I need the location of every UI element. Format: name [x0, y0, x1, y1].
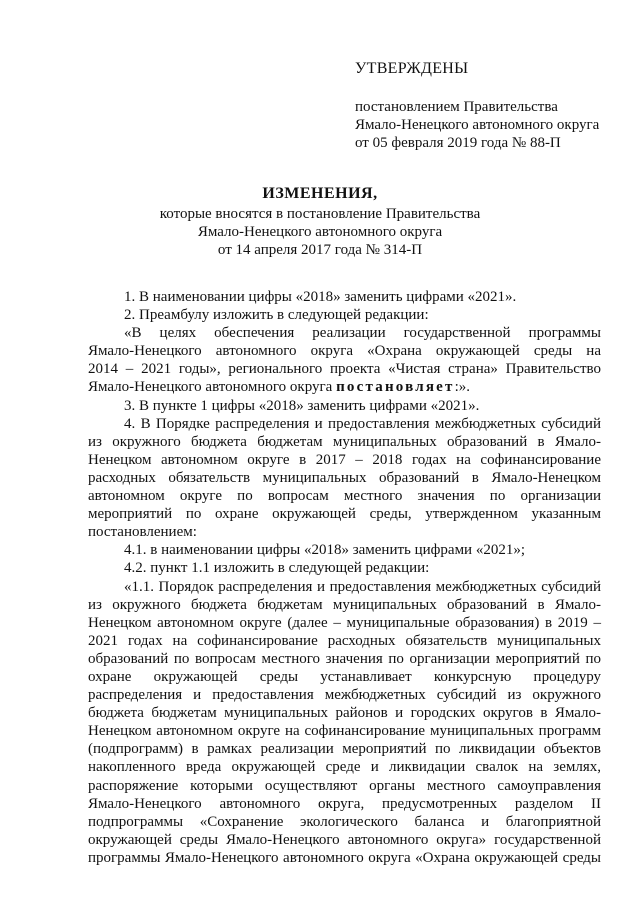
quote-line-10: (подпрограмм) в рамках реализации мероприятий по ликвидации объектов: [88, 741, 601, 758]
paragraph-4-line-3: Ненецком автономном округе в 2017 – 2018 годах на софинансирование: [88, 451, 601, 468]
paragraph-4-line-7: постановлением:: [88, 524, 197, 541]
decree-line-3: от 05 февраля 2019 года № 88-П: [355, 135, 561, 151]
resolves-word: постановляет: [336, 379, 455, 396]
quote-line-5: образований по вопросам местного значения по организации мероприятий по: [88, 650, 601, 667]
decree-line-2: Ямало-Ненецкого автономного округа: [355, 117, 600, 133]
paragraph-1: 1. В наименовании цифры «2018» заменить цифрами «2021».: [124, 289, 517, 305]
preamble-line-4-text: Ямало-Ненецкого автономного округа: [88, 379, 333, 396]
quote-line-16: программы Ямало-Ненецкого автономного округа «Охрана окружающей среды: [88, 849, 601, 866]
subtitle-line-3: от 14 апреля 2017 года № 314-П: [217, 242, 423, 258]
paragraph-4-line-5: автономном округе по вопросам местного значения по организации: [88, 488, 601, 505]
quote-line-3: Ненецком автономном округе (далее – муниципальные образования) в 2019 –: [88, 614, 601, 631]
quote-line-9: Ненецком автономном округе на софинансирование муниципальных программ: [88, 723, 601, 740]
decree-line-1: постановлением Правительства: [355, 99, 558, 115]
subtitle-line-2: Ямало-Ненецкого автономного округа: [197, 224, 443, 240]
quote-line-7: распределения и предоставления межбюджетных субсидий из окружного: [88, 687, 601, 704]
preamble-line-4: [88, 378, 601, 396]
document-body: [88, 288, 601, 867]
quote-line-6: охране окружающей среды устанавливает конкурсную процедуру: [88, 668, 601, 685]
quote-line-12: распоряжение которыми осуществляют органы местного самоуправления: [88, 777, 601, 794]
document-subtitle: [0, 205, 640, 259]
quote-line-11: накопленного вреда окружающей среде и ликвидации свалок на землях,: [88, 759, 601, 776]
quote-line-14: подпрограммы «Сохранение экологического баланса и благоприятной: [88, 813, 601, 830]
quote-line-13: Ямало-Ненецкого автономного округа, предусмотренных разделом II: [88, 795, 601, 812]
paragraph-4-2: 4.2. пункт 1.1 изложить в следующей редакции:: [124, 560, 430, 577]
preamble-line-3: 2014 – 2021 годы», регионального проекта «Чистая страна» Правительство: [88, 361, 601, 378]
paragraph-4-1: 4.1. в наименовании цифры «2018» заменить цифрами «2021»;: [124, 542, 526, 559]
paragraph-4-line-2: из окружного бюджета бюджетам муниципальных образований в Ямало-: [88, 433, 601, 450]
subtitle-line-1: которые вносятся в постановление Правительства: [159, 206, 481, 222]
preamble-line-2: Ямало-Ненецкого автономного округа «Охрана окружающей среды на: [88, 343, 601, 360]
paragraph-4-line-1: 4. В Порядке распределения и предоставления межбюджетных субсидий: [124, 415, 601, 432]
quote-line-4: 2021 годах на софинансирование расходных обязательств муниципальных: [88, 632, 601, 649]
preamble-line-1: «В целях обеспечения реализации государственной программы: [124, 325, 601, 342]
quote-line-15: окружающей среды Ямало-Ненецкого автономного округа» государственной: [88, 831, 601, 848]
paragraph-4-line-4: расходных обязательств муниципальных образований в Ямало-Ненецком: [88, 469, 601, 486]
paragraph-2: 2. Преамбулу изложить в следующей редакции:: [124, 307, 429, 324]
quote-line-2: из окружного бюджета бюджетам муниципальных образований в Ямало-: [88, 596, 601, 613]
preamble-line-4-end: :».: [454, 379, 470, 396]
approval-stamp-heading: УТВЕРЖДЕНЫ: [355, 60, 469, 77]
quote-line-1: «1.1. Порядок распределения и предоставления межбюджетных субсидий: [124, 578, 601, 595]
paragraph-4-line-6: мероприятий по охране окружающей среды, утвержденном указанным: [88, 506, 601, 523]
paragraph-3: 3. В пункте 1 цифры «2018» заменить цифрами «2021».: [124, 397, 480, 414]
quote-line-8: бюджета бюджетам муниципальных районов и городских округов в Ямало-: [88, 705, 601, 722]
decree-reference: [355, 98, 599, 152]
document-title: ИЗМЕНЕНИЯ,: [262, 185, 378, 202]
